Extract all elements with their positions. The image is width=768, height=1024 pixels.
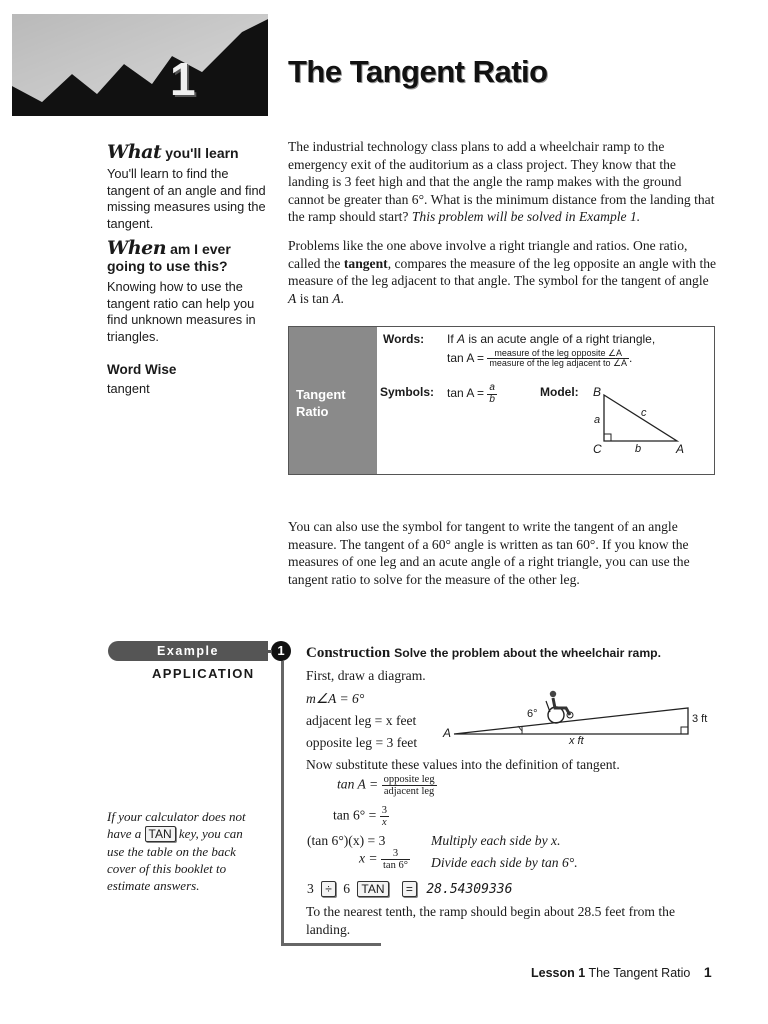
calc-equals-key: = bbox=[402, 881, 417, 897]
eq4-denominator: tan 6° bbox=[383, 860, 408, 872]
equation-4-note: Divide each side by tan 6°. bbox=[431, 855, 578, 870]
eq1-lhs: tan A = bbox=[337, 776, 379, 792]
symbols-lhs: tan A = bbox=[447, 386, 485, 401]
footer bbox=[531, 964, 712, 980]
given-opposite: opposite leg = 3 feet bbox=[306, 735, 418, 750]
eq1-denominator: adjacent leg bbox=[383, 786, 435, 798]
example-number: 1 bbox=[277, 643, 285, 658]
substitute-line: Now substitute these values into the definition of tangent. bbox=[306, 757, 620, 772]
eq2-denominator: x bbox=[382, 817, 387, 829]
words-text-a: If bbox=[447, 332, 454, 346]
intro-p2-c: is tan bbox=[299, 290, 329, 306]
page-number: 1 bbox=[703, 964, 712, 980]
margin-note-b: key, you can use the table on the back cover of this booklet to estimate answers. bbox=[107, 826, 243, 894]
eq4-lhs: x = bbox=[359, 850, 378, 866]
side-c-label: c bbox=[641, 407, 647, 419]
tan-definition bbox=[447, 349, 632, 369]
definition-numerator: measure of the leg opposite ∠A bbox=[487, 349, 629, 359]
equation-1 bbox=[337, 774, 437, 797]
side-b-label: b bbox=[635, 443, 642, 455]
wheelchair-icon bbox=[546, 691, 573, 723]
margin-tan-key: TAN bbox=[145, 826, 176, 842]
intro-p1-text: The industrial technology class plans to add a wheelchair ramp to the emergency exit of the auditorium as a class project. They know that the landing is 3 feet high and that the angle the ramp makes with the ground cannot be greater than 6°. What is the minimum distance from the landing that the ramp should start? bbox=[288, 139, 715, 224]
intro-p1-italic: This problem will be solved in Example 1. bbox=[411, 209, 641, 224]
equation-2 bbox=[333, 805, 389, 828]
ramp-height-label: 3 ft bbox=[692, 713, 708, 725]
intro-p2-end: . bbox=[340, 290, 344, 306]
what-text: You'll learn to find the tangent of an angle and find missing measures using the tangent. bbox=[107, 166, 266, 231]
ramp-angle-label: 6° bbox=[527, 708, 538, 720]
given-angle: m∠A = 6° bbox=[306, 691, 365, 706]
footer-title: The Tangent Ratio bbox=[588, 966, 691, 980]
symbols-denominator: b bbox=[489, 393, 495, 405]
example-number-badge bbox=[271, 641, 291, 661]
calc-tan-key: TAN bbox=[357, 881, 388, 897]
when-heading: am I ever going to use this? bbox=[107, 241, 231, 274]
intro-paragraph-1 bbox=[288, 138, 718, 226]
example-tab-label: Example bbox=[157, 644, 219, 658]
vertex-c: C bbox=[593, 442, 602, 456]
equation-3-note: Multiply each side by x. bbox=[431, 833, 561, 848]
calc-result: 28.54309336 bbox=[426, 882, 513, 897]
concept-label-panel bbox=[289, 327, 377, 474]
example-bottom-rule bbox=[281, 943, 381, 946]
example-heading-bold: Construction bbox=[306, 645, 391, 661]
margin-note-a: If your calculator does not have a bbox=[107, 809, 246, 842]
paragraph-3: You can also use the symbol for tangent to write the tangent of an angle measure. The tangent of a 60° angle is written as tan 60°. If you know the measures of one leg and an acute angle of a right triangle, you can use the tangent ratio to solve for the measure of the other leg. bbox=[288, 519, 690, 587]
eq2-lhs: tan 6° = bbox=[333, 807, 377, 823]
example-bar bbox=[262, 650, 272, 653]
intro-p2-var2: A bbox=[332, 290, 341, 306]
model-label: Model: bbox=[540, 385, 579, 399]
first-draw-diagram: First, draw a diagram. bbox=[306, 668, 426, 683]
equation-4 bbox=[359, 848, 410, 871]
eq1-numerator: opposite leg bbox=[383, 774, 435, 785]
header-banner bbox=[12, 14, 268, 116]
concept-label-line2: Ratio bbox=[296, 404, 329, 419]
tan-definition-lhs: tan A = bbox=[447, 351, 485, 366]
ramp-vertex-a: A bbox=[443, 726, 452, 740]
symbols-formula bbox=[447, 383, 497, 405]
words-label: Words: bbox=[383, 332, 425, 346]
eq2-numerator: 3 bbox=[381, 805, 387, 816]
calc-digit-6: 6 bbox=[343, 881, 350, 896]
concept-box bbox=[288, 326, 715, 475]
example-heading-rest: Solve the problem about the wheelchair ramp. bbox=[394, 646, 661, 660]
sidebar-what bbox=[107, 141, 267, 232]
symbols-numerator: a bbox=[489, 382, 495, 393]
lesson-number: 1 bbox=[170, 53, 196, 105]
words-text bbox=[447, 332, 655, 346]
concept-label-line1: Tangent bbox=[296, 387, 346, 402]
calc-divide-key: ÷ bbox=[321, 881, 336, 897]
example-tab bbox=[108, 641, 268, 661]
words-text-var: A bbox=[457, 332, 466, 346]
example-heading bbox=[306, 644, 661, 662]
vertex-a: A bbox=[676, 442, 685, 456]
what-heading: you'll learn bbox=[165, 145, 239, 161]
tangent-term: tangent bbox=[343, 255, 388, 271]
example-vertical-rule bbox=[281, 661, 284, 945]
definition-end: . bbox=[629, 351, 633, 366]
calc-digit-3: 3 bbox=[307, 881, 314, 896]
symbols-label: Symbols: bbox=[380, 385, 435, 399]
words-text-b: is an acute angle of a right triangle, bbox=[468, 332, 656, 346]
when-script: When bbox=[107, 237, 167, 259]
given-adjacent: adjacent leg = x feet bbox=[306, 713, 417, 728]
ramp-x-label: x ft bbox=[569, 735, 584, 747]
when-text: Knowing how to use the tangent ratio can help you find unknown measures in triangles. bbox=[107, 279, 256, 344]
example-conclusion: To the nearest tenth, the ramp should begin about 28.5 feet from the landing. bbox=[306, 904, 675, 937]
margin-note bbox=[107, 808, 257, 894]
word-wise-title: Word Wise bbox=[107, 362, 177, 377]
definition-denominator: measure of the leg adjacent to ∠A bbox=[489, 358, 628, 369]
intro-p2-var: A bbox=[288, 290, 297, 306]
eq4-numerator: 3 bbox=[381, 848, 410, 860]
intro-paragraph-2 bbox=[288, 237, 718, 307]
word-wise-term: tangent bbox=[107, 381, 150, 396]
sidebar-when bbox=[107, 237, 267, 345]
side-a-label: a bbox=[594, 414, 601, 426]
intro-p2-b: , compares the measure of the leg opposite an angle with the measure of the leg adjacent to that angle. The symbol for the tangent of angle bbox=[288, 255, 717, 288]
application-label: APPLICATION bbox=[152, 666, 255, 681]
word-wise bbox=[107, 362, 267, 398]
intro-p2-a: Problems like the one above involve a right triangle and ratios. One ratio, called the bbox=[288, 238, 688, 271]
page-title: The Tangent Ratio bbox=[288, 54, 548, 89]
vertex-b: B bbox=[593, 385, 602, 399]
calculator-sequence bbox=[307, 881, 512, 897]
equation-3: (tan 6°)(x) = 3 bbox=[307, 833, 386, 848]
what-script: What bbox=[107, 141, 162, 163]
footer-lesson: Lesson 1 bbox=[531, 966, 586, 980]
mountain-graphic bbox=[12, 14, 268, 116]
